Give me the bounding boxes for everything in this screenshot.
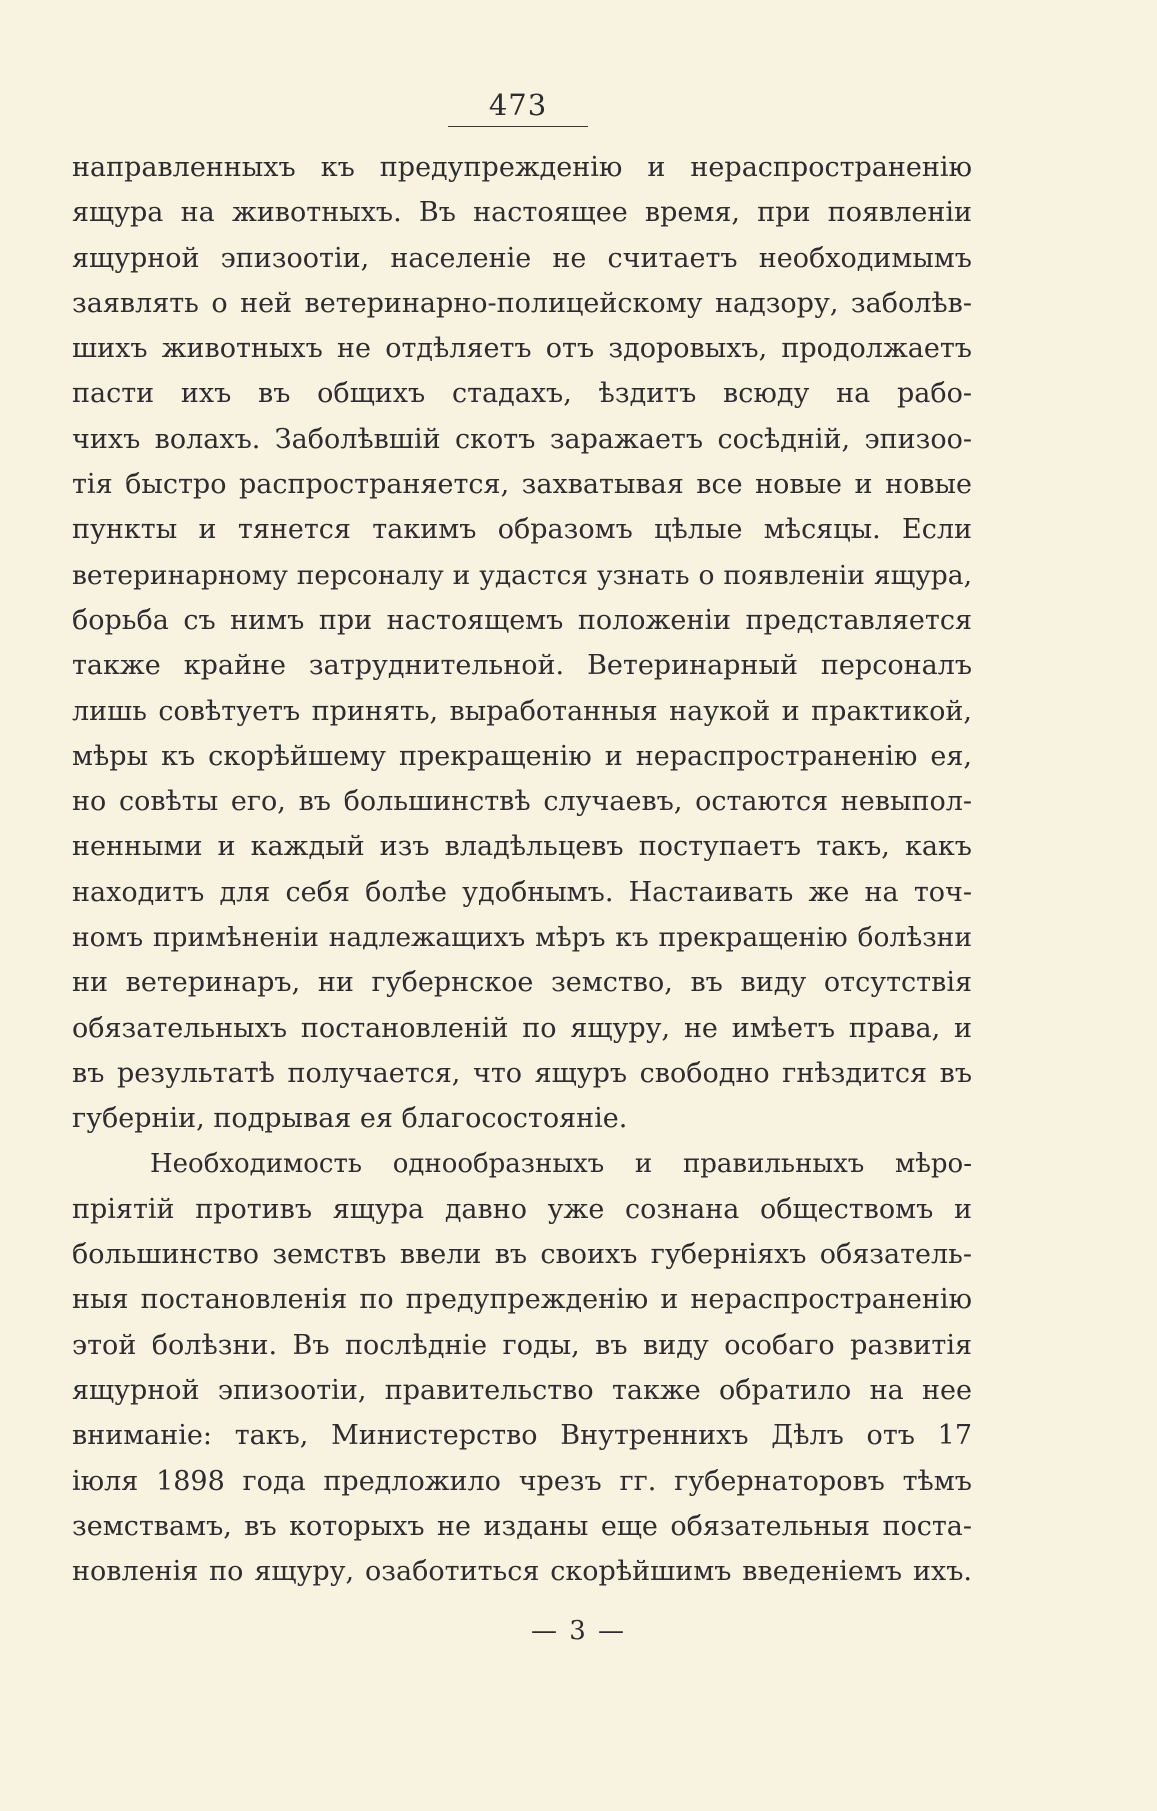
text-line: новленія по ящуру, озаботиться скорѣйшимъ введеніемъ ихъ. (72, 1556, 972, 1588)
text-line: лишь совѣтуетъ принять, выработанныя наукой и практикой, (72, 695, 972, 727)
text-line: но совѣты его, въ большинствѣ случаевъ, остаются невыпол- (72, 786, 972, 818)
body-text (72, 145, 972, 1595)
text-line: ящура на животныхъ. Въ настоящее время, при появленіи (72, 197, 972, 229)
text-line: ни ветеринаръ, ни губернское земство, въ виду отсутствія (72, 967, 972, 999)
text-line: заявлять о ней ветеринарно-полицейскому надзору, заболѣв- (72, 287, 972, 319)
text-line: чихъ волахъ. Заболѣвшій скотъ заражаетъ сосѣдній, эпизоо- (72, 423, 972, 455)
text-line: ненными и каждый изъ владѣльцевъ поступаетъ такъ, какъ (72, 831, 972, 863)
signature-mark: — 3 — (530, 1616, 627, 1646)
text-line: вниманіе: такъ, Министерство Внутреннихъ Дѣлъ отъ 17 (72, 1420, 972, 1452)
text-line: направленныхъ къ предупрежденію и нераспространенію (72, 152, 972, 183)
text-line: мѣры къ скорѣйшему прекращенію и нераспространенію ея, (72, 740, 972, 772)
page-number: 473 (488, 88, 548, 122)
text-line: шихъ животныхъ не отдѣляетъ отъ здоровыхъ, продолжаетъ (72, 333, 972, 365)
text-line: ныя постановленія по предупрежденію и нераспространенію (72, 1284, 972, 1316)
text-line: обязательныхъ постановленій по ящуру, не имѣетъ права, и (72, 1012, 972, 1044)
paragraph-end-line: губерніи, подрывая ея благосостояніе. (72, 1103, 628, 1135)
text-line: іюля 1898 года предложило чрезъ гг. губернаторовъ тѣмъ (72, 1465, 972, 1497)
text-line: также крайне затруднительной. Ветеринарный персоналъ (72, 650, 972, 682)
text-line: земствамъ, въ которыхъ не изданы еще обязательныя поста- (72, 1510, 972, 1542)
text-line: находитъ для себя болѣе удобнымъ. Настаивать же на точ- (72, 876, 972, 908)
text-line: борьба съ нимъ при настоящемъ положеніи представляется (72, 604, 972, 636)
text-line: ящурной эпизоотіи, населеніе не считаетъ необходимымъ (72, 242, 972, 274)
text-line: въ результатѣ получается, что ящуръ свободно гнѣздится въ (72, 1057, 972, 1089)
text-line: пункты и тянется такимъ образомъ цѣлые мѣсяцы. Если (72, 514, 972, 546)
text-line: этой болѣзни. Въ послѣдніе годы, въ виду особаго развитія (72, 1329, 972, 1361)
text-line: пасти ихъ въ общихъ стадахъ, ѣздитъ всюду на рабо- (72, 378, 972, 410)
text-line: номъ примѣненіи надлежащихъ мѣръ къ прекращенію болѣзни (72, 922, 972, 954)
text-line: большинство земствъ ввели въ своихъ губерніяхъ обязатель- (72, 1239, 972, 1271)
paragraph-start-line: Необходимость однообразныхъ и правильныхъ мѣро- (150, 1148, 972, 1179)
text-line: тія быстро распространяется, захватывая все новые и новые (72, 469, 972, 501)
header-rule (448, 126, 588, 127)
text-line: ветеринарному персоналу и удастся узнать о появленіи ящура, (72, 559, 972, 591)
text-line: пріятій противъ ящура давно уже сознана обществомъ и (72, 1193, 972, 1225)
text-line: ящурной эпизоотіи, правительство также обратило на нее (72, 1375, 972, 1407)
